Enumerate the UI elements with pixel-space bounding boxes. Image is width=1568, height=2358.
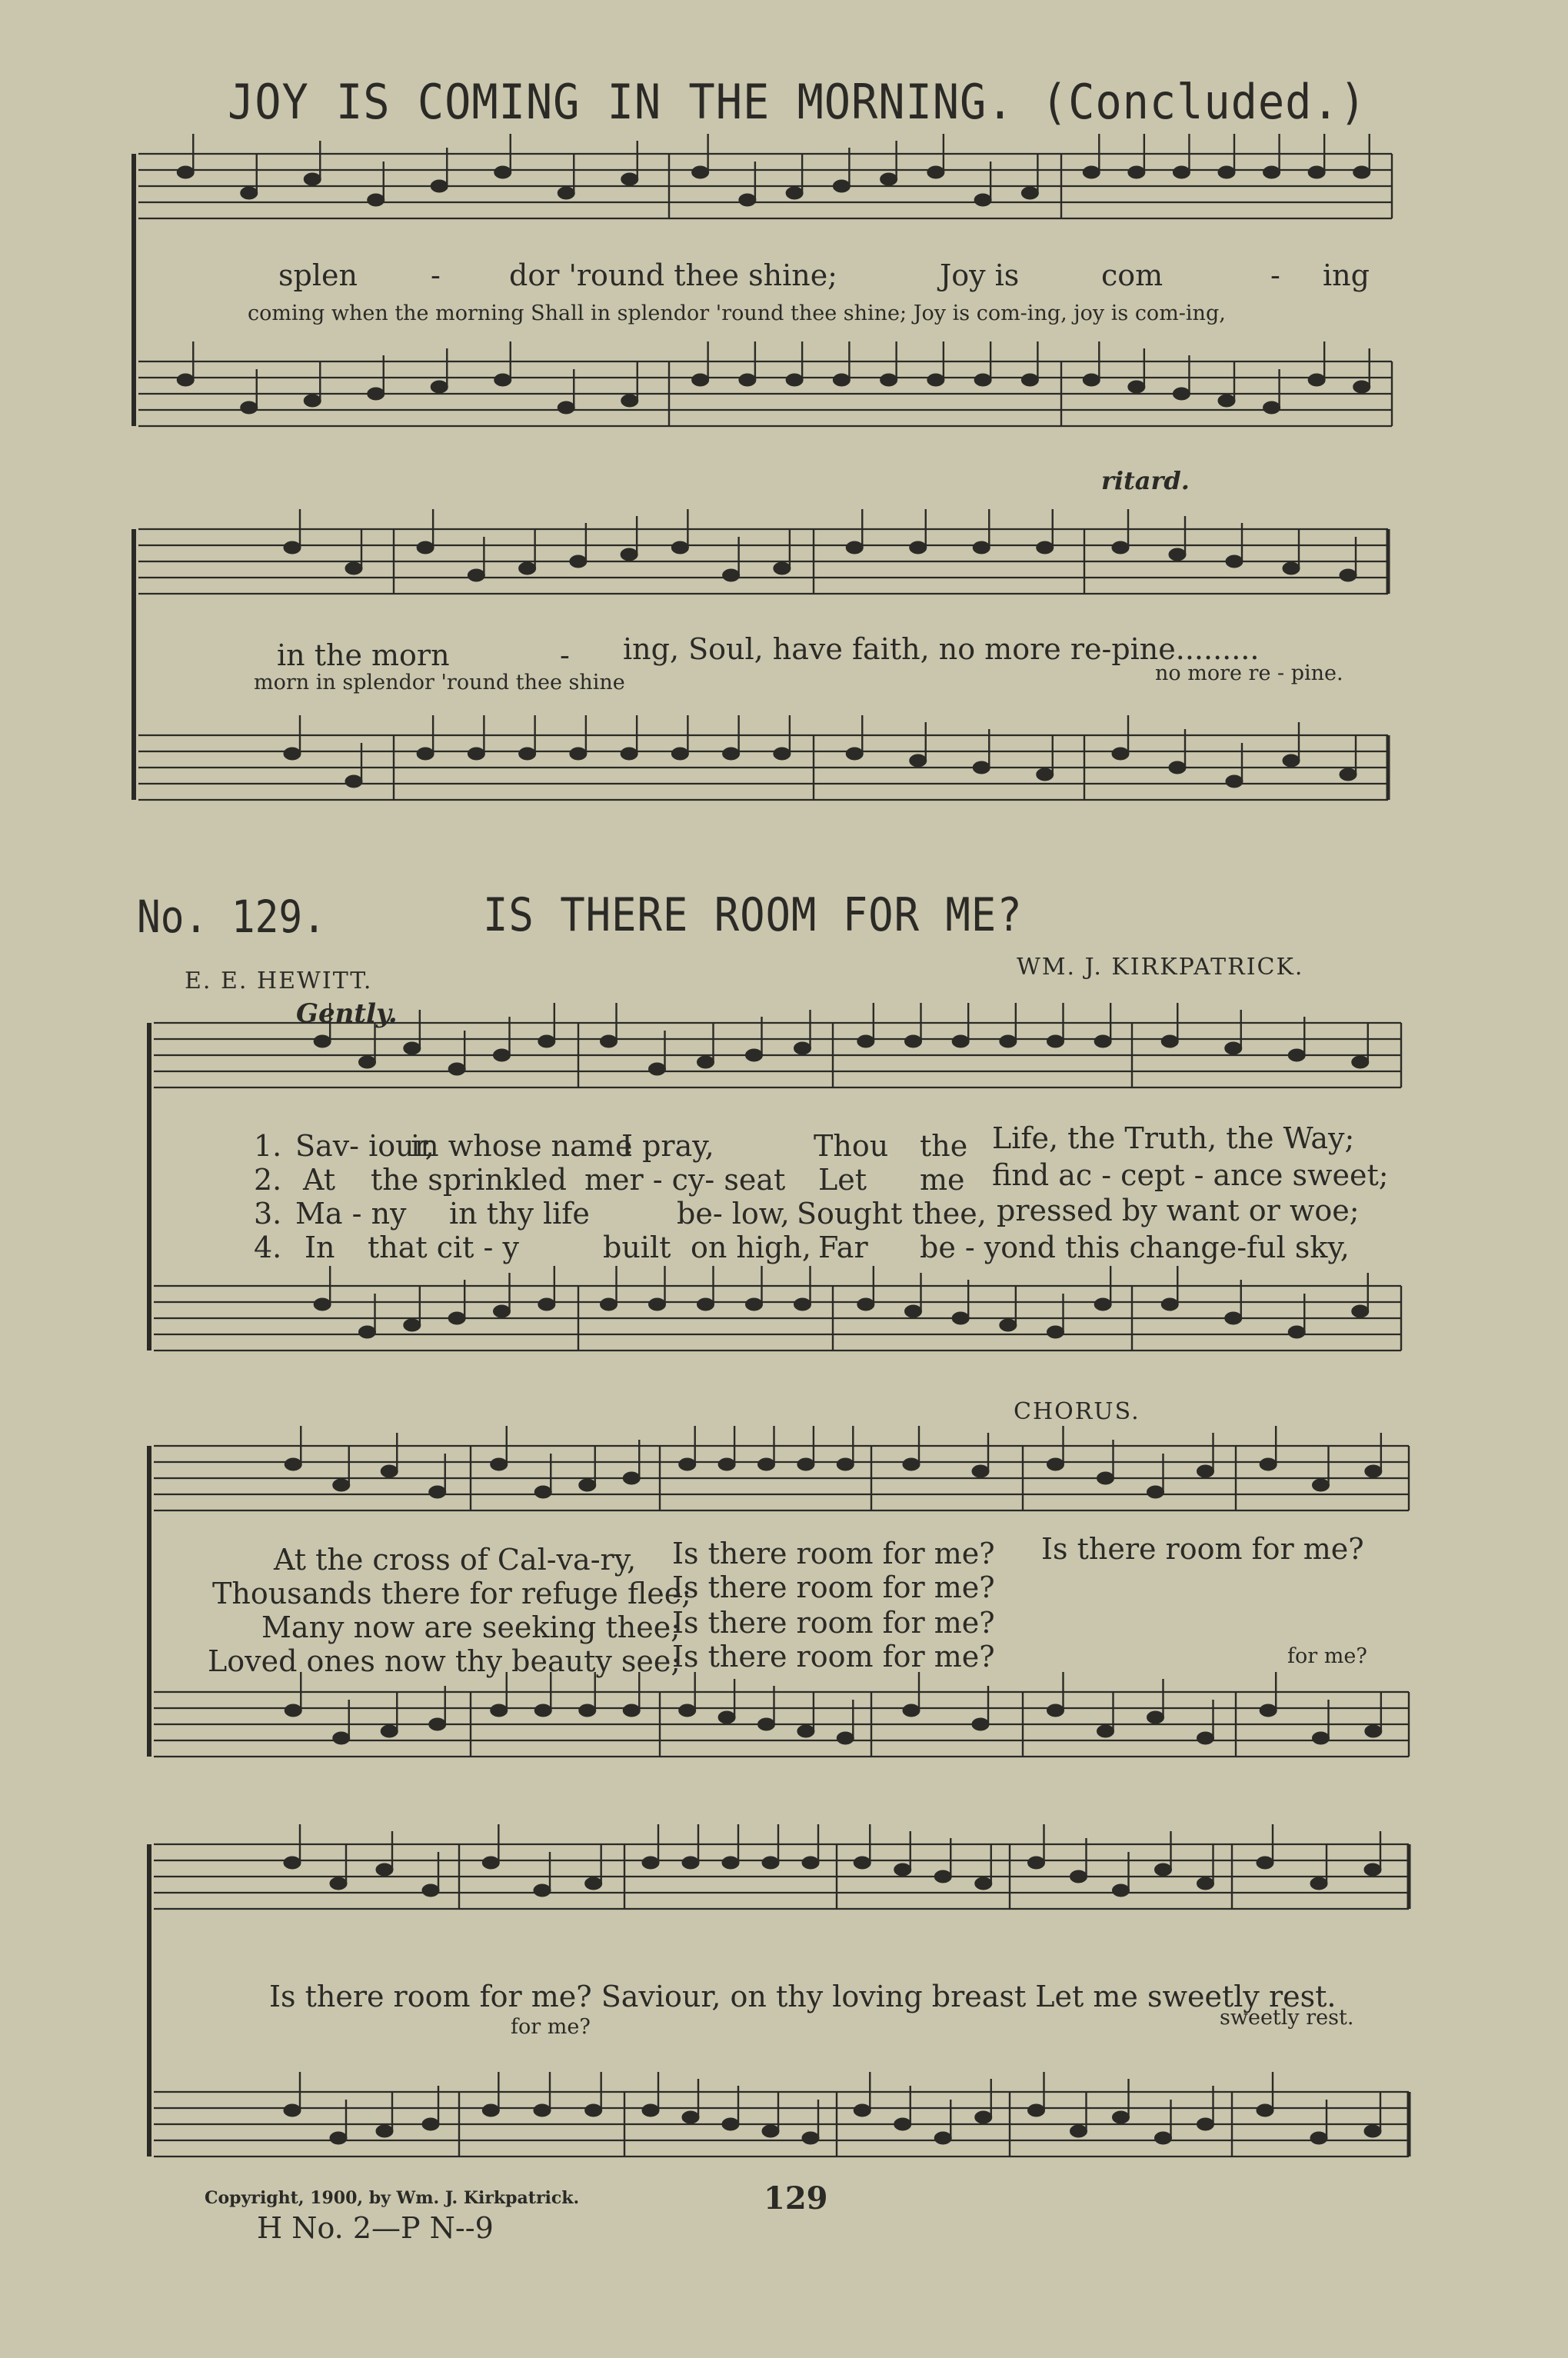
verse-3-w4: Sought bbox=[797, 1197, 903, 1231]
verse-4-w1: In bbox=[305, 1231, 335, 1264]
page-title: JOY IS COMING IN THE MORNING. (Concluded.) bbox=[228, 74, 1367, 130]
refrain-1-b: Is there room for me? bbox=[672, 1537, 995, 1570]
page-number: 129 bbox=[764, 2180, 828, 2216]
verse-3-w3: be- low, bbox=[677, 1197, 790, 1231]
lyric-s2-small-right: no more re - pine. bbox=[1155, 661, 1343, 685]
verse-1-num: 1. bbox=[254, 1129, 282, 1163]
verse-4-w2: that cit - y bbox=[368, 1231, 519, 1264]
verse-2-w4: Let bbox=[818, 1163, 867, 1197]
verse-3-num: 3. bbox=[254, 1197, 282, 1231]
verse-2-w3: mer - cy- seat bbox=[584, 1163, 786, 1197]
final-line: Is there room for me? Saviour, on thy loving breast Let me sweetly rest. bbox=[269, 1980, 1337, 2013]
verse-2-w6: find ac - cept - ance sweet; bbox=[992, 1158, 1389, 1192]
final-small-right: sweetly rest. bbox=[1220, 2006, 1354, 2030]
lyric-s2-2: - bbox=[560, 638, 570, 672]
final-small-left: for me? bbox=[511, 2015, 591, 2039]
verse-1-w4: Thou bbox=[814, 1129, 889, 1163]
hymn-author: E. E. HEWITT. bbox=[185, 968, 373, 994]
verse-3-w6: pressed by want or woe; bbox=[997, 1194, 1360, 1227]
refrain-3-a: Many now are seeking thee; bbox=[261, 1610, 681, 1644]
hymn-number: No. 129. bbox=[137, 891, 326, 943]
copyright: Copyright, 1900, by Wm. J. Kirkpatrick. bbox=[205, 2188, 580, 2208]
lyric-s1-7: ing bbox=[1323, 258, 1370, 292]
lyric-s1-small: coming when the morning Shall in splendor 'round thee shine; Joy is com-ing, joy is com-ing, bbox=[248, 301, 1226, 325]
tempo-marking: Gently. bbox=[296, 998, 398, 1029]
chorus-label: CHORUS. bbox=[1014, 1398, 1140, 1425]
refrain-1-a: At the cross of Cal-va-ry, bbox=[274, 1543, 637, 1577]
tempo-ritard: ritard. bbox=[1101, 466, 1190, 495]
lyric-s1-6: - bbox=[1270, 258, 1280, 292]
verse-4-w4: on high, bbox=[691, 1231, 811, 1264]
verse-1-w6: Life, the Truth, the Way; bbox=[992, 1121, 1355, 1155]
verse-3-w5: thee, bbox=[912, 1197, 987, 1231]
lyric-s1-1: splen bbox=[278, 258, 358, 292]
verse-2-num: 2. bbox=[254, 1163, 282, 1197]
verse-3-w2: in thy life bbox=[449, 1197, 590, 1231]
verse-1-w1: Sav- iour, bbox=[295, 1129, 434, 1163]
verse-1-w2: in whose name bbox=[411, 1129, 633, 1163]
refrain-4-a: Loved ones now thy beauty see; bbox=[208, 1644, 681, 1678]
lyric-s1-5: com bbox=[1101, 258, 1164, 292]
verse-4-num: 4. bbox=[254, 1231, 282, 1264]
lyric-s2-small-left: morn in splendor 'round thee shine bbox=[254, 671, 625, 694]
verse-1-w3: I pray, bbox=[621, 1129, 714, 1163]
lyric-s2-3: ing, Soul, have faith, no more re-pine......... bbox=[623, 632, 1260, 666]
refrain-4-b: Is there room for me? bbox=[672, 1640, 995, 1674]
lyric-s1-4: Joy is bbox=[940, 258, 1020, 292]
verse-2-w2: the sprinkled bbox=[371, 1163, 567, 1197]
refrain-2-b: Is there room for me? bbox=[672, 1570, 995, 1604]
refrain-3-b: Is there room for me? bbox=[672, 1606, 995, 1640]
lyric-s2-1: in the morn bbox=[277, 638, 450, 672]
verse-2-w1: At bbox=[303, 1163, 336, 1197]
signature-mark: H No. 2—P N--9 bbox=[257, 2211, 494, 2245]
verse-2-w5: me bbox=[920, 1163, 965, 1197]
refrain-2-a: Thousands there for refuge flee; bbox=[212, 1577, 692, 1610]
hymn-composer: WM. J. KIRKPATRICK. bbox=[1017, 954, 1304, 981]
verse-4-w3: built bbox=[603, 1231, 671, 1264]
verse-4-w6: be - yond this change-ful sky, bbox=[920, 1231, 1350, 1264]
lyric-s1-3: dor 'round thee shine; bbox=[509, 258, 837, 292]
lyric-s1-2: - bbox=[431, 258, 441, 292]
verse-3-w1: Ma - ny bbox=[295, 1197, 407, 1231]
hymn-title: IS THERE ROOM FOR ME? bbox=[483, 888, 1023, 942]
echo-small: for me? bbox=[1287, 1644, 1367, 1668]
verse-4-w5: Far bbox=[818, 1231, 868, 1264]
verse-1-w5: the bbox=[920, 1129, 968, 1163]
chorus-echo: Is there room for me? bbox=[1041, 1532, 1364, 1566]
